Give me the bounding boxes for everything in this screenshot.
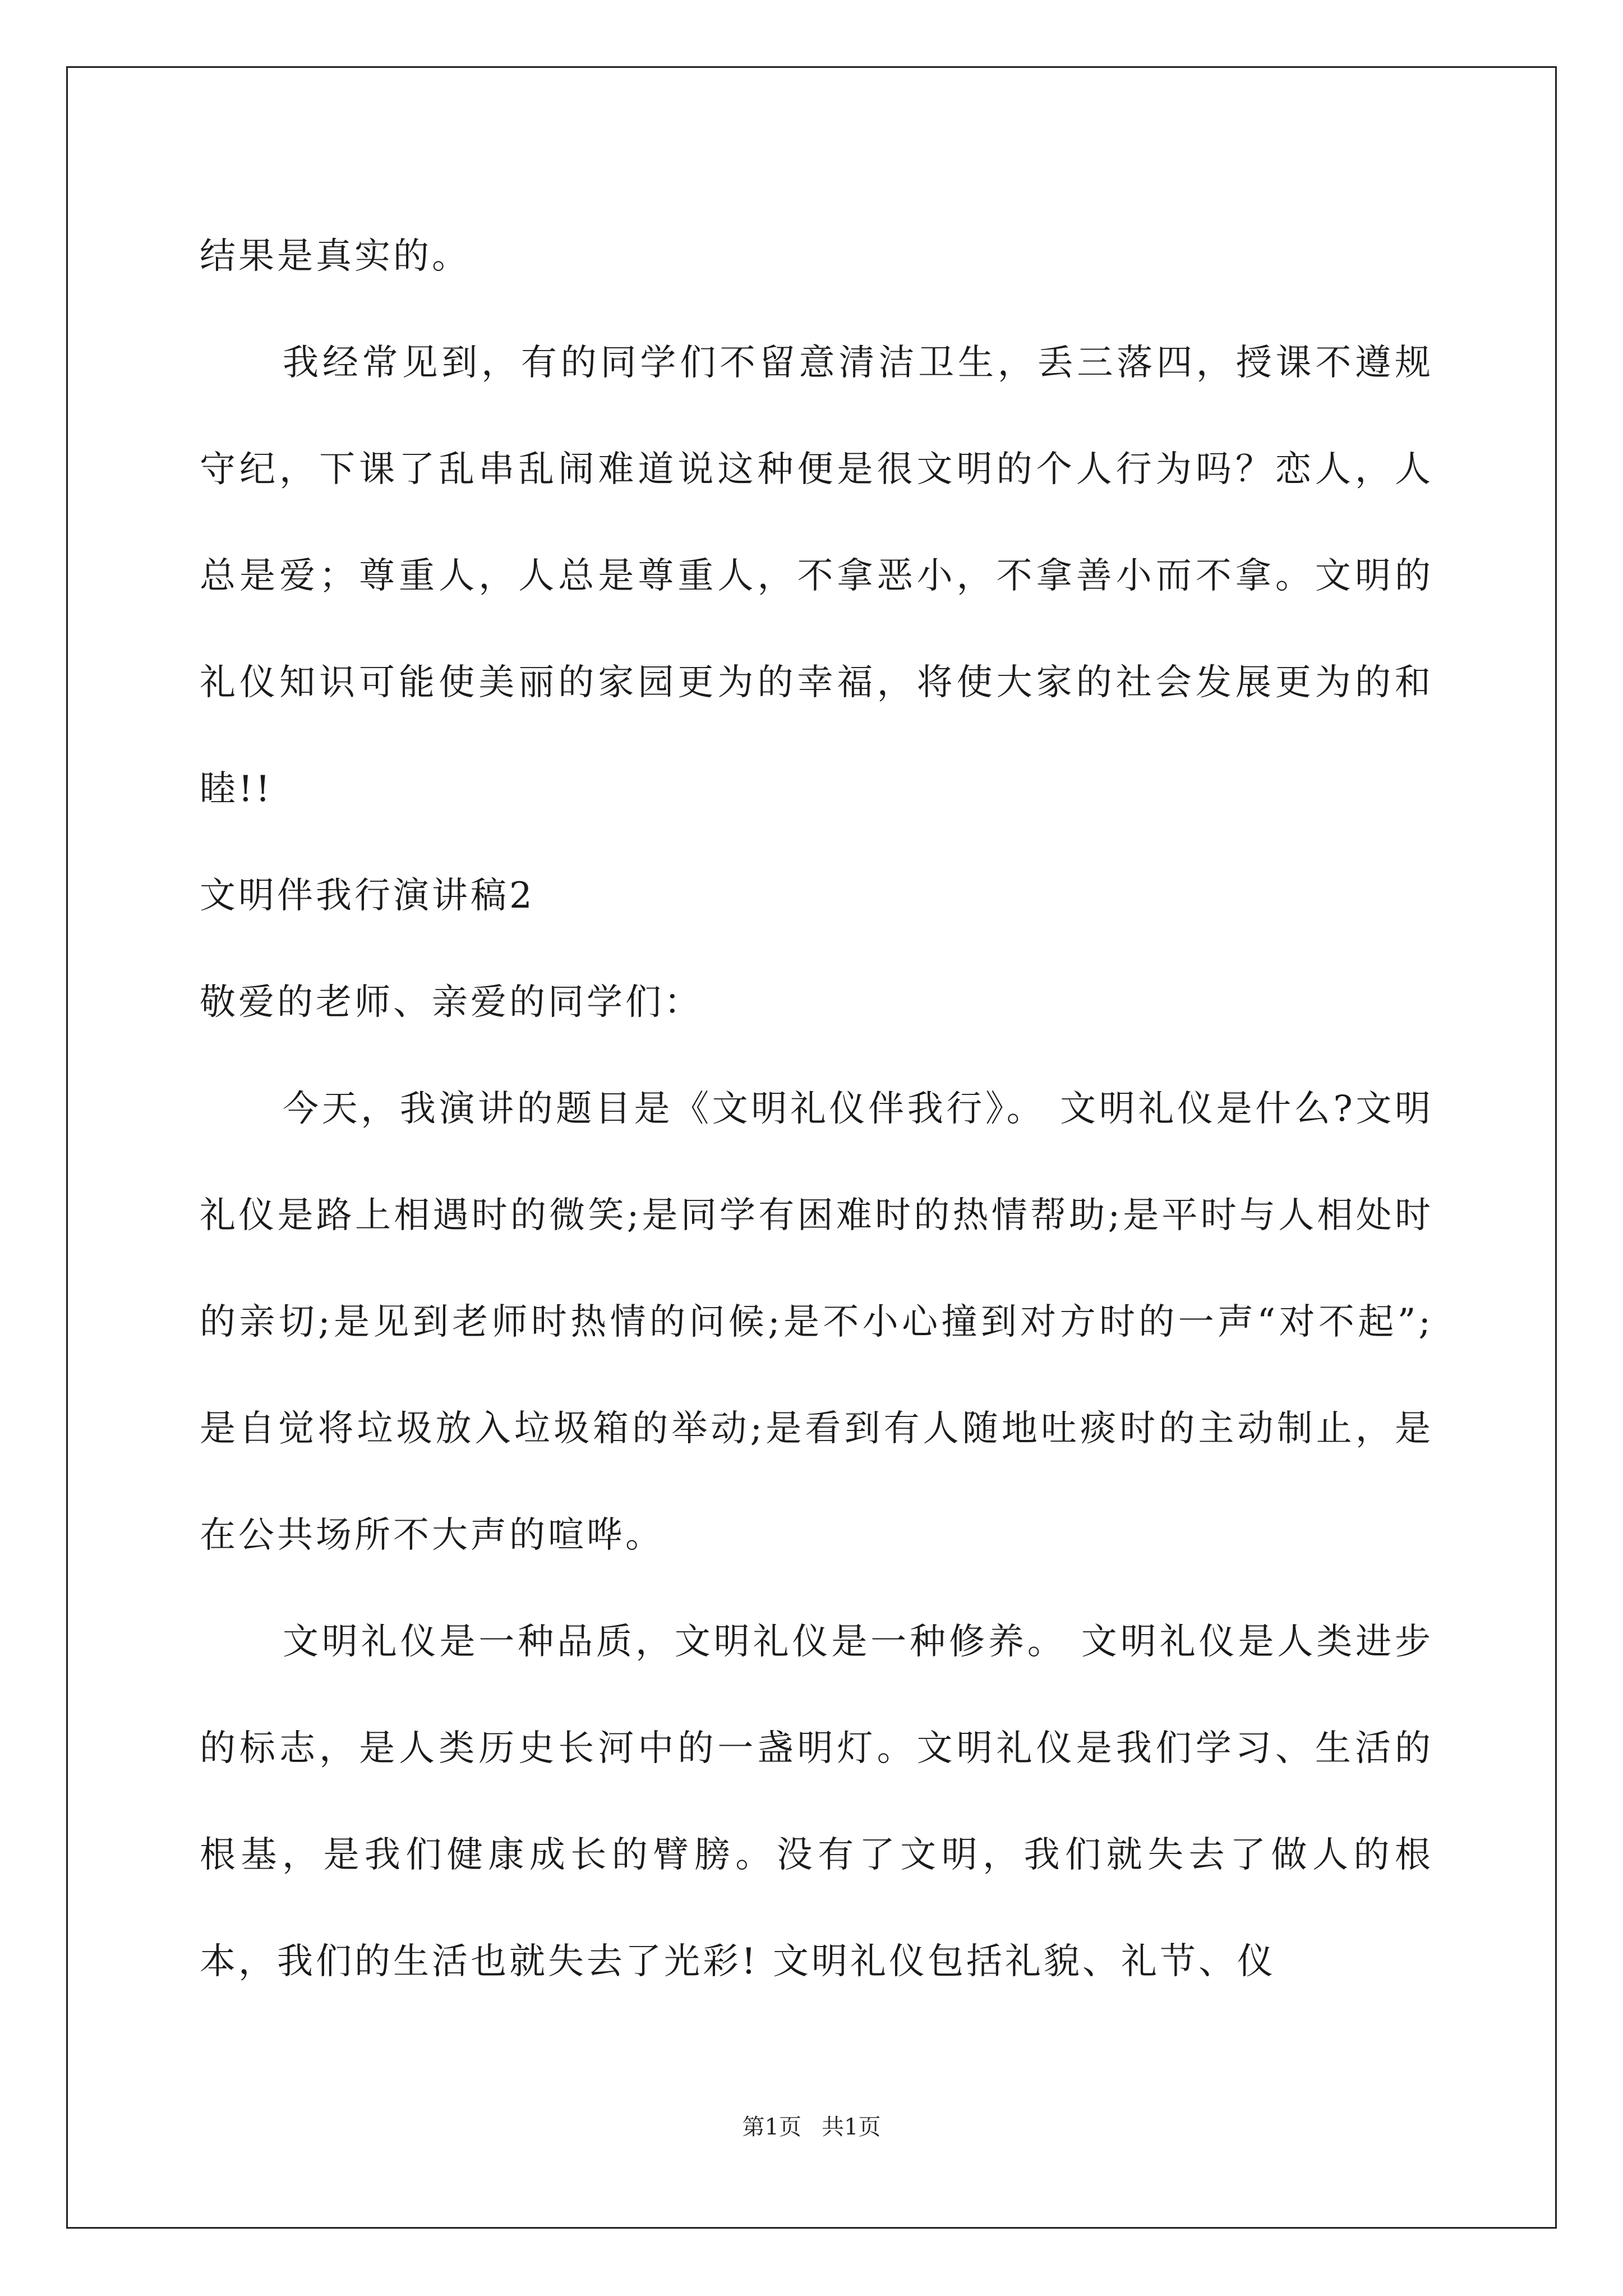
page-footer — [0, 2109, 1623, 2141]
section-title: 文明伴我行演讲稿2 — [200, 875, 535, 917]
paragraph-4: 文明礼仪是一种品质，文明礼仪是一种修养。 文明礼仪是人类进步的标志，是人类历史长河中的一盏明灯。文明礼仪是我们学习、生活的根基，是我们健康成长的臂膀。没有了文明，我们就失去了做人的根本，我们的生活也就失去了光彩! 文明礼仪包括礼貌、礼节、仪 — [200, 1621, 1433, 1982]
document-body — [200, 203, 1433, 2015]
paragraph-3: 今天，我演讲的题目是《文明礼仪伴我行》。 文明礼仪是什么?文明礼仪是路上相遇时的微笑;是同学有困难时的热情帮助;是平时与人相处时的亲切;是见到老师时热情的问候;是不小心撞到对方时的一声“对不起”;是自觉将垃圾放入垃圾箱的举动;是看到有人随地吐痰时的主动制止，是在公共场所不大声的喧哗。 — [200, 1088, 1433, 1556]
paragraph-1: 结果是真实的。 — [200, 236, 471, 277]
paragraph-2: 我经常见到，有的同学们不留意清洁卫生，丢三落四，授课不遵规守纪，下课了乱串乱闹难道说这种便是很文明的个人行为吗？恋人，人总是爱；尊重人，人总是尊重人，不拿恶小，不拿善小而不拿。文明的礼仪知识可能使美丽的家园更为的幸福，将使大家的社会发展更为的和睦!! — [200, 342, 1433, 810]
salutation: 敬爱的老师、亲爱的同学们： — [200, 982, 703, 1023]
page-number: 第1页 — [742, 2114, 801, 2140]
page-total: 共1页 — [822, 2114, 881, 2140]
